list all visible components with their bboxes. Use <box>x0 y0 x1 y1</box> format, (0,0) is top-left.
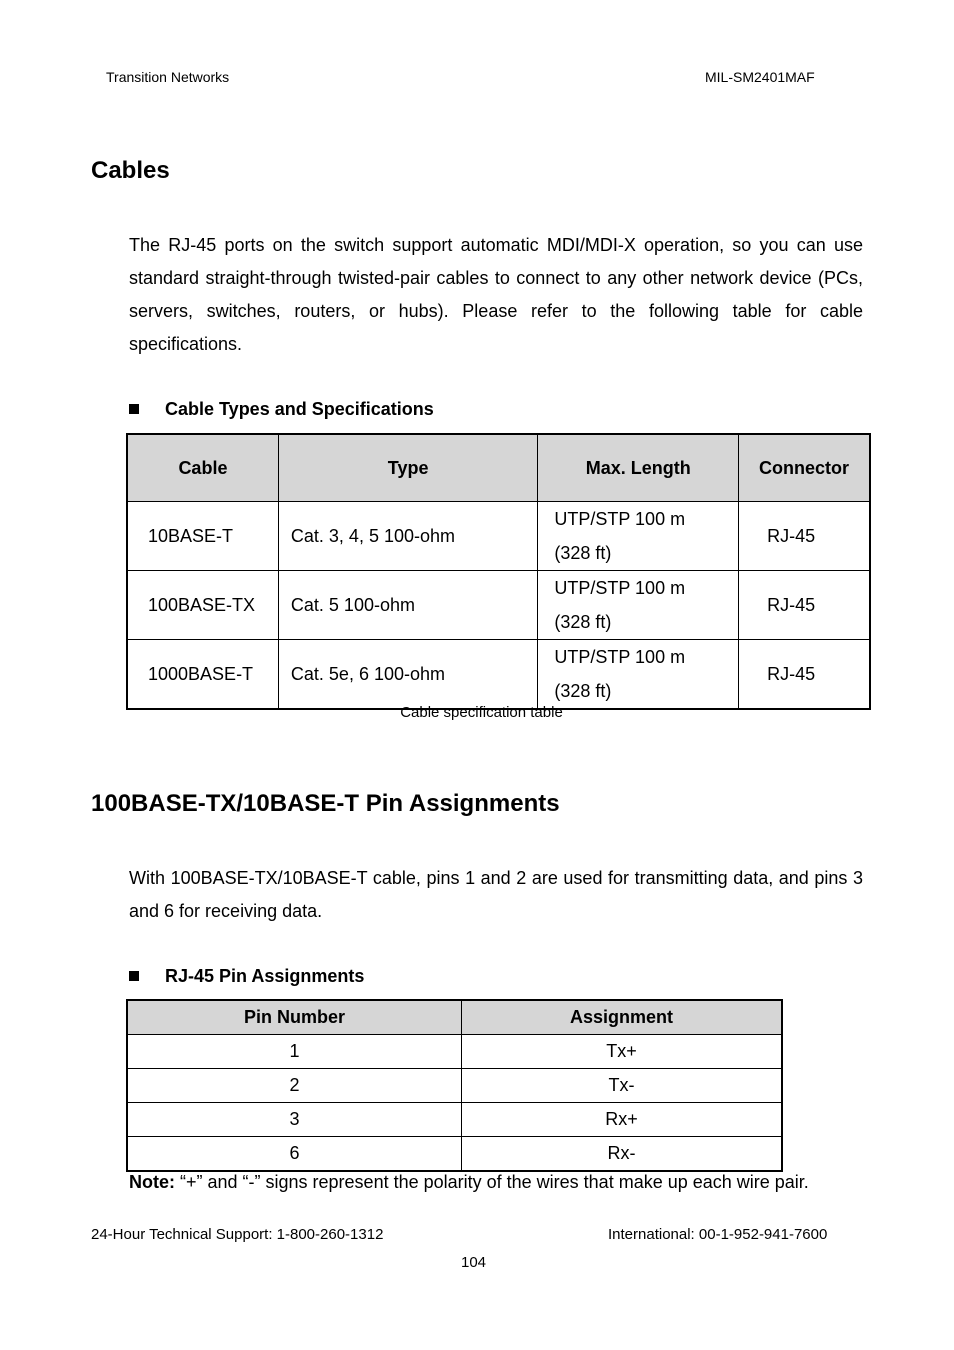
table-row <box>127 1103 782 1137</box>
cables-paragraph: The RJ-45 ports on the switch support automatic MDI/MDI-X operation, so you can use standard straight-through twisted-pair cables to connect to any other network device (PCs, servers, switches, routers, or hubs). Please refer to the following table for cable specifications. <box>129 235 863 354</box>
cell-type: Cat. 3, 4, 5 100-ohm <box>278 502 537 571</box>
cell-max-length <box>538 571 739 640</box>
table-header-row <box>127 1000 782 1035</box>
square-bullet-icon <box>129 971 139 981</box>
length-feet: (328 ft) <box>554 681 612 701</box>
length-value: UTP/STP 100 m <box>554 509 686 529</box>
section-title-cables: Cables <box>91 157 170 184</box>
pin-table-title: RJ-45 Pin Assignments <box>165 966 365 986</box>
length-feet: (328 ft) <box>554 612 612 632</box>
pin-table-heading <box>129 966 364 987</box>
cell-pin: 2 <box>127 1069 462 1103</box>
table-row <box>127 1137 782 1172</box>
length-feet: (328 ft) <box>554 543 612 563</box>
cell-max-length <box>538 502 739 571</box>
column-header-assignment: Assignment <box>462 1000 783 1035</box>
cell-pin: 1 <box>127 1035 462 1069</box>
square-bullet-icon <box>129 404 139 414</box>
note-text: “+” and “-” signs represent the polarity of the wires that make up each wire pair. <box>175 1172 809 1192</box>
header-model: MIL-SM2401MAF <box>705 69 815 85</box>
length-value: UTP/STP 100 m <box>554 578 686 598</box>
polarity-note <box>129 1172 809 1193</box>
cell-pin: 6 <box>127 1137 462 1172</box>
table-header-row <box>127 434 870 502</box>
table-row <box>127 571 870 640</box>
pin-assignment-table <box>126 999 783 1172</box>
cable-table-heading <box>129 399 434 420</box>
column-header-pin-number: Pin Number <box>127 1000 462 1035</box>
footer-international: International: 00-1-952-941-7600 <box>608 1226 828 1243</box>
header-company: Transition Networks <box>106 69 230 85</box>
column-header-connector: Connector <box>739 434 870 502</box>
cable-table-title: Cable Types and Specifications <box>165 399 434 419</box>
page-number: 104 <box>460 1254 487 1271</box>
cell-connector: RJ-45 <box>739 571 870 640</box>
table-row <box>127 502 870 571</box>
cell-cable: 1000BASE-T <box>127 640 278 710</box>
section-title-pin-assignments: 100BASE-TX/10BASE-T Pin Assignments <box>91 790 560 817</box>
cell-max-length <box>538 640 739 710</box>
cell-type: Cat. 5 100-ohm <box>278 571 537 640</box>
cell-assignment: Tx+ <box>462 1035 783 1069</box>
cell-connector: RJ-45 <box>739 502 870 571</box>
cell-cable: 100BASE-TX <box>127 571 278 640</box>
cell-assignment: Rx+ <box>462 1103 783 1137</box>
pins-paragraph: With 100BASE-TX/10BASE-T cable, pins 1 and 2 are used for transmitting data, and pins 3 and 6 for receiving data. <box>129 868 863 921</box>
cell-assignment: Tx- <box>462 1069 783 1103</box>
column-header-max-length: Max. Length <box>538 434 739 502</box>
note-label: Note: <box>129 1172 175 1192</box>
column-header-cable: Cable <box>127 434 278 502</box>
column-header-type: Type <box>278 434 537 502</box>
cable-spec-table <box>126 433 871 710</box>
cell-connector: RJ-45 <box>739 640 870 710</box>
table-row <box>127 1035 782 1069</box>
length-value: UTP/STP 100 m <box>554 647 686 667</box>
footer-support: 24-Hour Technical Support: 1-800-260-1312 <box>91 1226 384 1243</box>
table-row <box>127 640 870 710</box>
table-row <box>127 1069 782 1103</box>
table-caption: Cable specification table <box>400 704 563 721</box>
cell-type: Cat. 5e, 6 100-ohm <box>278 640 537 710</box>
cell-pin: 3 <box>127 1103 462 1137</box>
cell-cable: 10BASE-T <box>127 502 278 571</box>
cell-assignment: Rx- <box>462 1137 783 1172</box>
